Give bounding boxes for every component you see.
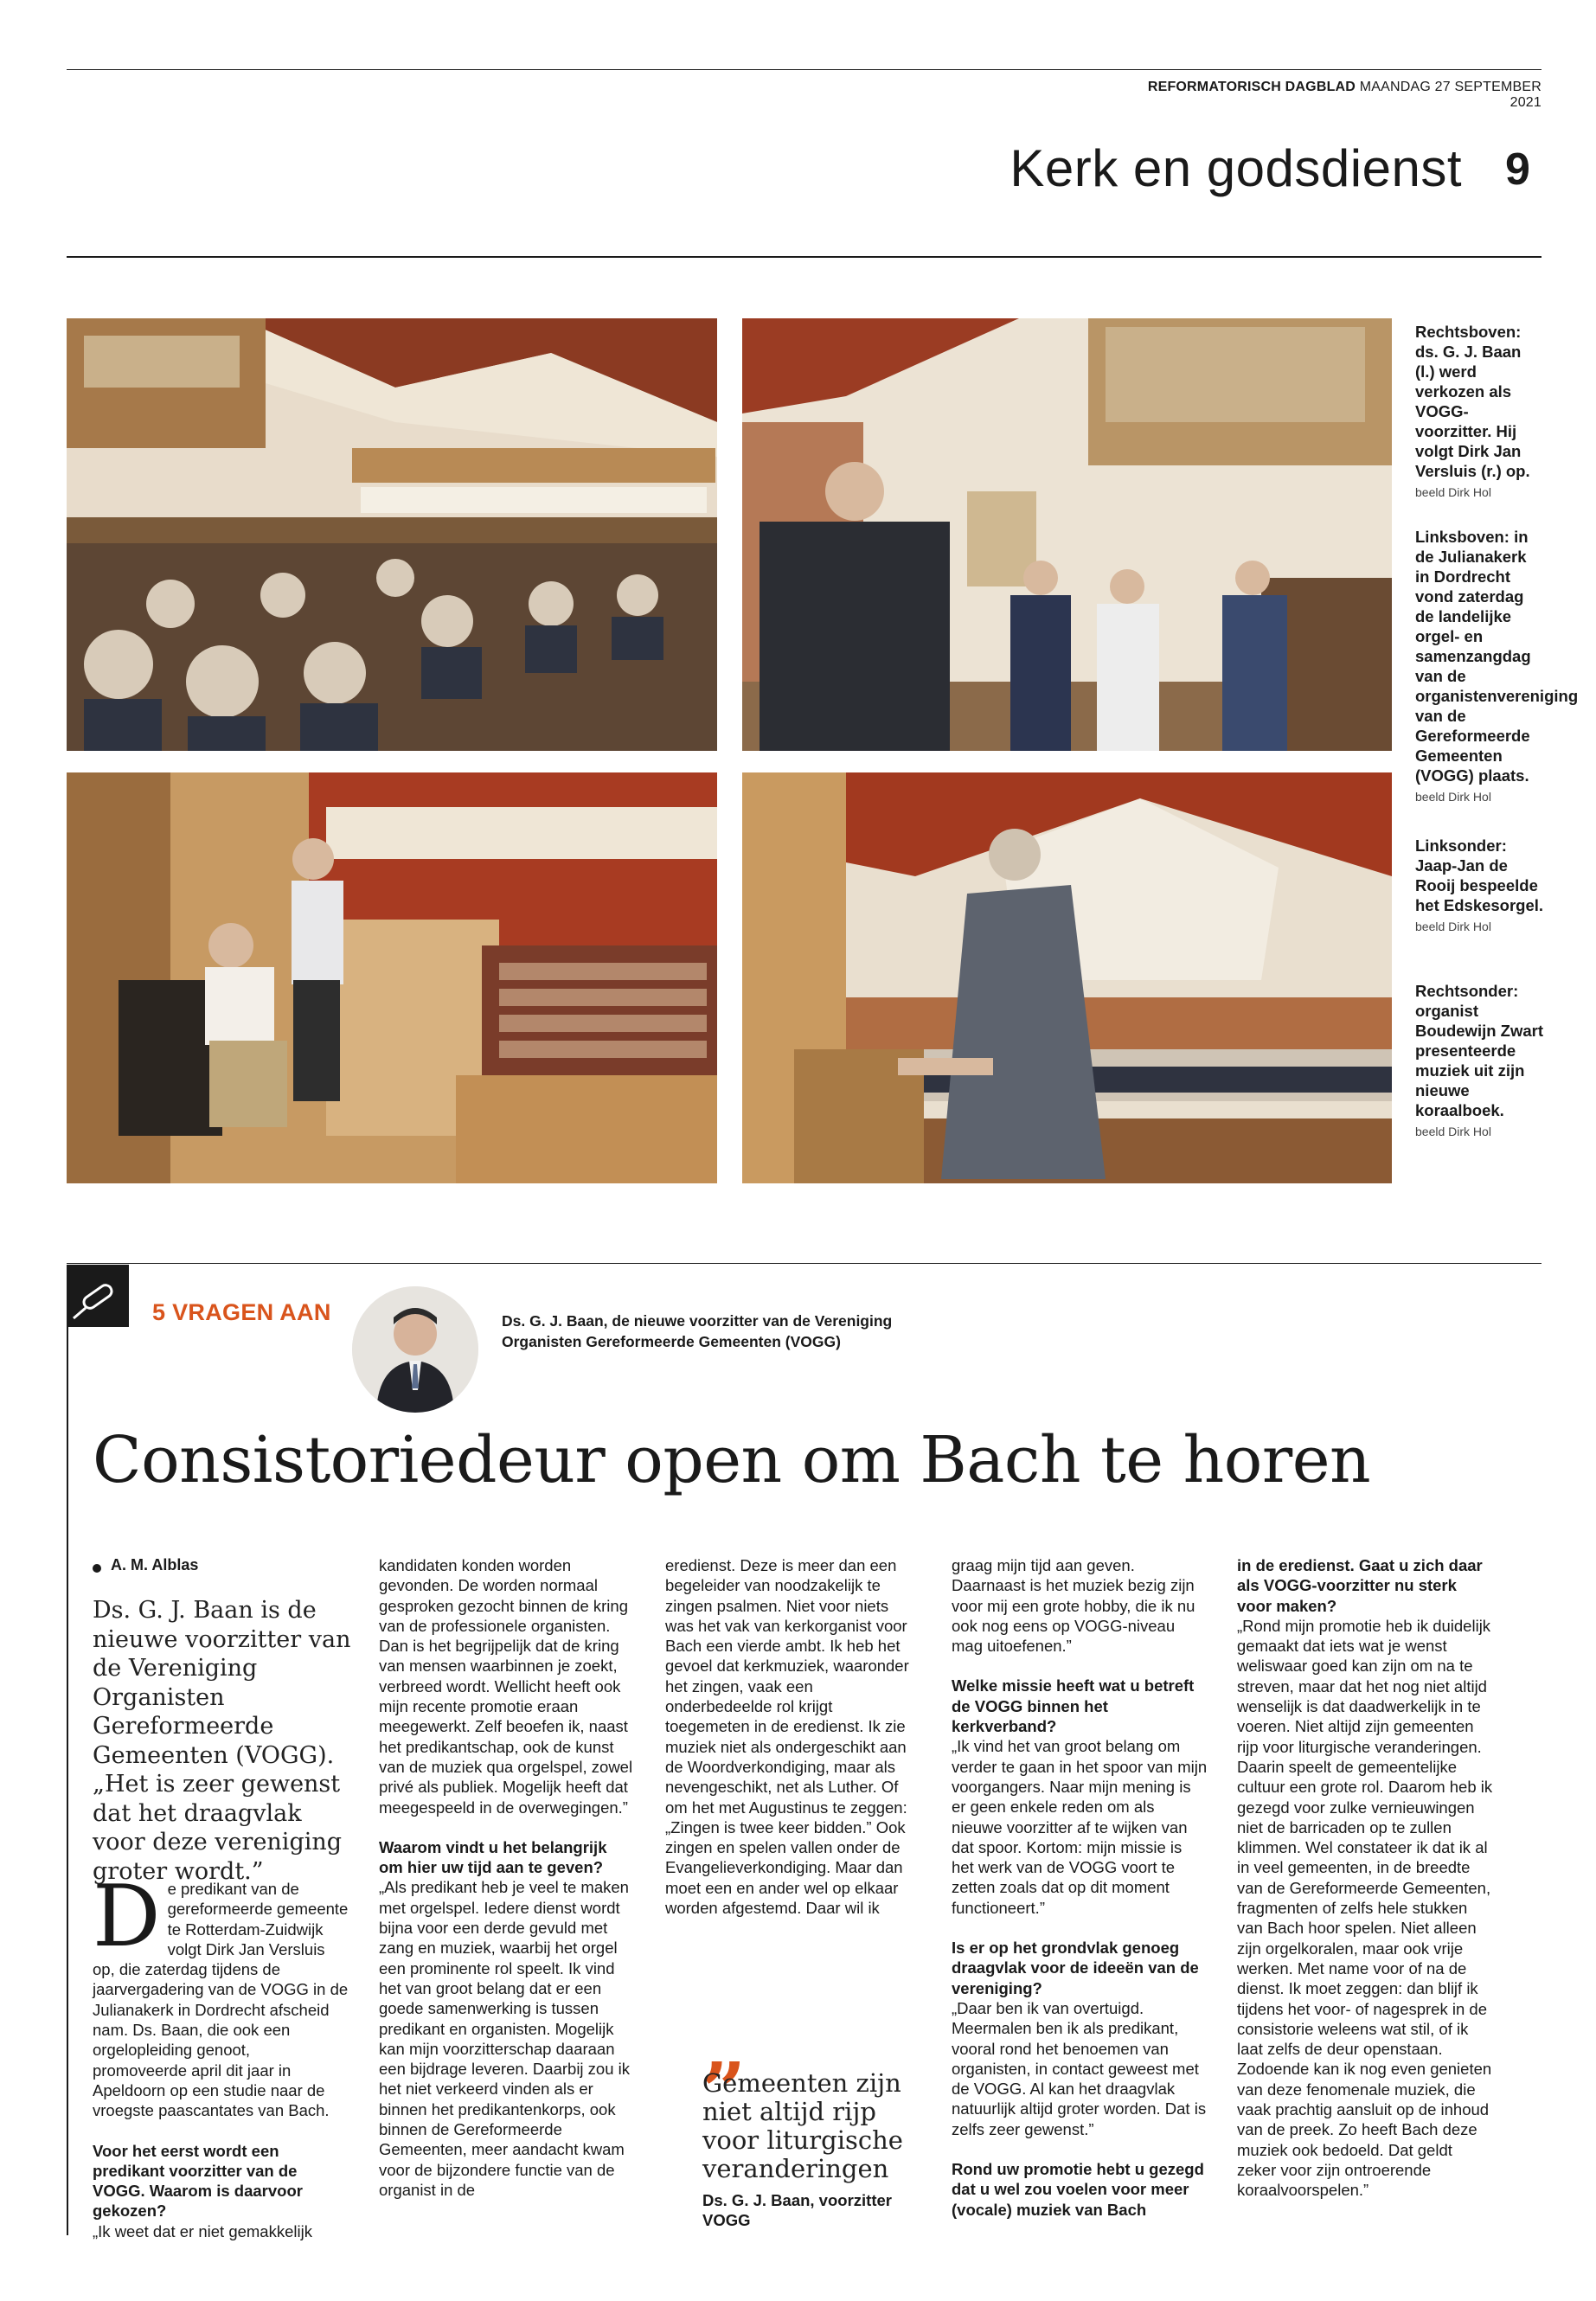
question: Waarom vindt u het belangrijk om hier uw tijd aan te geven?: [379, 1837, 607, 1877]
masthead-date: MAANDAG 27 SEPTEMBER 2021: [1359, 80, 1542, 110]
caption-credit: beeld Dirk Hol: [1415, 920, 1491, 933]
photo-chairmen-standing: [742, 318, 1392, 751]
question: Welke missie heeft wat u betreft de VOGG binnen het kerkverband?: [952, 1676, 1195, 1736]
caption-text: Rechtsonder: organist Boudewijn Zwart presenteerde muziek uit zijn nieuwe koraalboek.: [1415, 982, 1543, 1119]
byline: A. M. Alblas: [111, 1556, 199, 1574]
paragraph: „Daar ben ik van overtuigd. Meermalen ben ik als predikant, vooral rond het benoemen van organisten, in contact geweest met de VOGG. Al kan het draagvlak natuurlijk altijd groter worden. Dat is zelfs zeer gewenst.”: [952, 1998, 1207, 2138]
interview-rule: [67, 1263, 1542, 1264]
headline: Consistoriedeur open om Bach te horen: [93, 1423, 1371, 1497]
paragraph: e predikant van de gereformeerde gemeente te Rotterdam-Zuidwijk volgt Dirk Jan Versluis op, die zaterdag tijdens de jaarvergadering van de VOGG in de Julianakerk in Dordrecht afscheid nam. Ds. Baan, die ook een orgelopleiding genoot, promoveerde april dit jaar in Apeldoorn op een studie naar de vroegste paascantates van Bach.: [93, 1880, 349, 2120]
paragraph: „Ik vind het van groot belang om verder te gaan in het spoor van mijn voorgangers. Naar mijn mening is er geen enkele reden om als nieuwe voorzitter af te wijken van dat spoor. Kortom: mijn missie is het werk van de VOGG voort te zetten zoals dat op dit moment functioneert.”: [952, 1737, 1208, 1917]
interview-side-rule: [67, 1327, 68, 2235]
page-number: 9: [1505, 144, 1530, 195]
avatar: [352, 1286, 478, 1413]
paragraph: graag mijn tijd aan geven. Daarnaast is het muziek bezig zijn voor mij een grote hobby, die ik nu ook nog eens op VOGG-niveau mag uitoefenen.”: [952, 1556, 1195, 1656]
header-rule: [67, 256, 1542, 258]
photo-church-congregation: [67, 318, 717, 751]
microphone-icon: [67, 1265, 129, 1327]
byline-bullet: [93, 1564, 101, 1573]
quote-mark-icon: „: [702, 2001, 747, 2093]
lead-paragraph: Ds. G. J. Baan is de nieuwe voorzitter van de Vereniging Organisten Gereformeerde Gemeenten (VOGG). „Het is zeer gewenst dat het draagvlak voor deze vereniging groter wordt.”: [93, 1597, 351, 1885]
pull-quote: Gemeenten zijn niet altijd rijp voor liturgische veranderingen: [702, 2068, 903, 2183]
article-column-3: [665, 1555, 921, 1918]
caption-credit: beeld Dirk Hol: [1415, 790, 1491, 804]
article-column-5: [1237, 1555, 1493, 2201]
caption-credit: beeld Dirk Hol: [1415, 1125, 1491, 1138]
question: Is er op het grondvlak genoeg draagvlak voor de ideeën van de vereniging?: [952, 1939, 1199, 1997]
paragraph: „Rond mijn promotie heb ik duidelijk gemaakt dat iets wat je wenst weliswaar goed kan zijn om na te streven, maar dat het nog niet altijd wenselijk is dat daadwerkelijk in te voeren. Niet altijd zijn gemeenten rijp voor liturgische veranderingen. Daarin speelt de gemeentelijke cultuur een grote rol. Daarom heb ik gezegd voor zulke vernieuwingen niet de barricaden op te zullen klimmen. Wel constateer ik dat ik al in veel gemeenten, in de breedte van de Gereformeerde Gemeenten, fragmenten of zelfs hele stukken van Bach hoor spelen. Niet alleen zijn orgelkoralen, maar ook vrije werken. Met name voor of na de dienst. Ik moet zeggen: dan blijf ik tijdens het voor- of nagesprek in de consistorie weleens wat stil, of ik laat zelfs de deur openstaan. Zodoende kan ik nog even genieten van deze fenomenale muziek, die vaak prachtig aansluit op de inhoud van de preek. Zo heeft Bach deze muziek ook bedoeld. Dat geldt zeker voor zijn ontroerende koraalvoorspelen.”: [1237, 1616, 1493, 2200]
question: Voor het eerst wordt een predikant voorzitter van de VOGG. Waarom is daarvoor gekozen?: [93, 2141, 303, 2221]
caption-text: Linksboven: in de Julianakerk in Dordrecht vond zaterdag de landelijke orgel- en samenzangdag van de organistenvereniging van de Gereformeerde Gemeenten (VOGG) plaats.: [1415, 528, 1579, 785]
interview-label: 5 VRAGEN AAN: [152, 1299, 331, 1325]
pull-quote-attribution: Ds. G. J. Baan, voorzitter VOGG: [702, 2191, 892, 2229]
section-title: Kerk en godsdienst: [1010, 139, 1462, 197]
caption-bottom-right: [1415, 981, 1545, 1142]
question: in de eredienst. Gaat u zich daar als VOGG-voorzitter nu sterk voor maken?: [1237, 1556, 1483, 1615]
caption-credit: beeld Dirk Hol: [1415, 485, 1491, 499]
drop-cap: D: [93, 1868, 161, 1966]
paragraph: „Als predikant heb je veel te maken met orgelspel. Iedere dienst wordt bijna voor een derde gevuld met zang en muziek, waarbij het orgel een prominente rol speelt. Ik vind het van groot belang dat er een goede samenwerking is tussen predikant en organisten. Mogelijk kan mijn voorzitterschap daaraan een bijdrage leveren. Daarbij zou ik het niet verkeerd vinden als er binnen het predikantenkorps, ook binnen de Gereformeerde Gemeenten, meer aandacht kwam voor de bijzondere functie van de organist in de: [379, 1878, 631, 2199]
caption-text: Linksonder: Jaap-Jan de Rooij bespeelde het Edskesorgel.: [1415, 836, 1544, 914]
paragraph: kandidaten konden worden gevonden. De worden normaal gesproken gezocht binnen de kring van de professionele organisten. Dan is het begrijpelijk dat de kring van mensen waarbinnen je zoekt, verbreed wordt. Wellicht heeft ook mijn recente promotie eraan meegewerkt. Zelf beoefen ik, naast het predikantschap, ook de kunst van de muziek qua orgelspel, zowel privé als publiek. Mogelijk heeft dat meegespeeld in de overwegingen.”: [379, 1556, 633, 1817]
article-column-2: [379, 1555, 635, 2200]
photo-organist-edskes: [67, 772, 717, 1183]
photo-organist-zwart: [742, 772, 1392, 1183]
article-column-4: [952, 1555, 1208, 2220]
caption-top-left: [1415, 527, 1579, 807]
interview-subject-intro: Ds. G. J. Baan, de nieuwe voorzitter van de Vereniging Organisten Gereformeerde Gemeenten (VOGG): [502, 1312, 893, 1350]
caption-top-right: [1415, 322, 1545, 503]
caption-text: Rechtsboven: ds. G. J. Baan (l.) werd verkozen als VOGG-voorzitter. Hij volgt Dirk Jan Versluis (r.) op.: [1415, 323, 1530, 480]
paragraph: eredienst. Deze is meer dan een begeleider van noodzakelijk te zingen psalmen. Niet voor niets was het vak van kerkorganist voor Bach een vierde ambt. Ik heb het gevoel dat kerkmuziek, waaronder het zingen, vaak een onderbedeelde rol krijgt toegemeten in de eredienst. Ik zie muziek niet als ondergeschikt aan de Woordverkondiging, maar als nevengeschikt, net als Luther. Of om het met Augustinus te zeggen: „Zingen is twee keer bidden.” Ook zingen en spelen vallen onder de Evangelieverkondiging. Maar dan moet een en ander wel op elkaar worden afgestemd. Daar wil ik: [665, 1556, 909, 1918]
question: Rond uw promotie hebt u gezegd dat u wel zou voelen voor meer (vocale) muziek van Bach: [952, 2160, 1204, 2219]
paragraph: „Ik weet dat er niet gemakkelijk: [93, 2221, 312, 2240]
caption-bottom-left: [1415, 836, 1545, 937]
masthead-paper: REFORMATORISCH DAGBLAD: [1147, 80, 1356, 94]
top-rule: [67, 69, 1542, 70]
article-column-1: [93, 1868, 349, 2241]
masthead: [1140, 80, 1542, 111]
